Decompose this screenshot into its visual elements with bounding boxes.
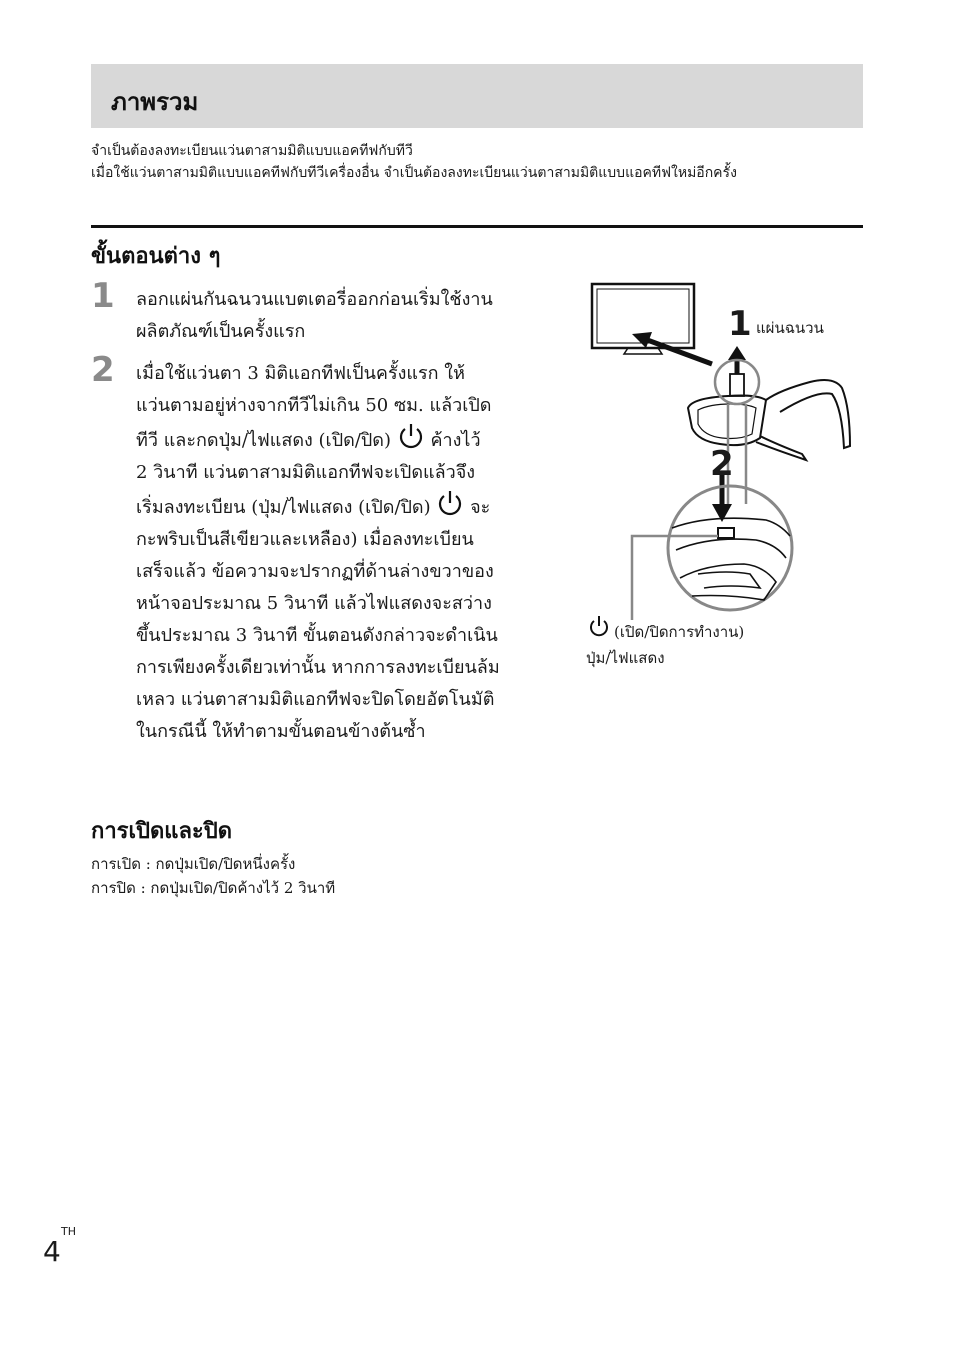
power-icon xyxy=(397,422,425,450)
turn-off-text: การปิด : กดปุ่มเปิด/ปิดค้างไว้ 2 วินาที xyxy=(91,879,336,897)
section-divider xyxy=(91,225,863,228)
turn-on-text: การเปิด : กดปุ่มเปิด/ปิดหนึ่งครั้ง xyxy=(91,855,296,873)
registration-illustration xyxy=(580,278,860,682)
step-2-line xyxy=(136,489,556,524)
step-2-line: กะพริบเป็นสีเขียวและเหลือง) เมื่อลงทะเบียน xyxy=(136,529,474,550)
step-2-line-part: เริ่มลงทะเบียน (ปุ่ม/ไฟแสดง (เปิด/ปิด) xyxy=(136,497,431,518)
page-title: ภาพรวม xyxy=(111,88,199,116)
intro-line-1: จำเป็นต้องลงทะเบียนแว่นตาสามมิติแบบแอคทีฟกับทีวี xyxy=(91,143,413,159)
step-2-text xyxy=(136,358,556,748)
step-2-line: 2 วินาที แว่นตาสามมิติแอกทีฟจะเปิดแล้วจึง xyxy=(136,462,476,483)
power-button-label: (เปิด/ปิดการทำงาน) xyxy=(614,623,745,641)
step-2-line: ขึ้นประมาณ 3 วินาที ขั้นตอนดังกล่าวจะดำเนิน xyxy=(136,625,498,646)
step-1-line: ลอกแผ่นกันฉนวนแบตเตอรี่ออกก่อนเริ่มใช้งาน xyxy=(136,289,493,310)
callout-1-number: 1 xyxy=(728,304,752,344)
language-code: TH xyxy=(61,1225,76,1238)
step-2-line: เสร็จแล้ว ข้อความจะปรากฏที่ด้านล่างขวาของ xyxy=(136,561,494,582)
step-2-line-part: ทีวี และกดปุ่ม/ไฟแสดง (เปิด/ปิด) xyxy=(136,430,392,451)
power-icon xyxy=(591,616,607,635)
page-number xyxy=(43,1225,76,1268)
step-2-line: เมื่อใช้แว่นตา 3 มิติแอกทีฟเป็นครั้งแรก ให้ xyxy=(136,363,465,384)
step-2-line xyxy=(136,422,556,457)
step-2-line: แว่นตามอยู่ห่างจากทีวีไม่เกิน 50 ซม. แล้วเปิด xyxy=(136,395,492,416)
callout-2-number: 2 xyxy=(710,444,734,484)
power-indicator-label: ปุ่ม/ไฟแสดง xyxy=(586,649,665,667)
step-1-line: ผลิตภัณฑ์เป็นครั้งแรก xyxy=(136,321,306,342)
onoff-heading: การเปิดและปิด xyxy=(91,819,232,844)
step-2-number: 2 xyxy=(91,350,115,390)
step-2-line-part: จะ xyxy=(470,497,491,518)
power-icon xyxy=(436,489,464,517)
intro-text xyxy=(91,140,871,184)
glasses-detail-icon xyxy=(672,518,790,600)
step-1-number: 1 xyxy=(91,276,115,316)
intro-line-2: เมื่อใช้แว่นตาสามมิติแบบแอคทีฟกับทีวีเครื่องอื่น จำเป็นต้องลงทะเบียนแว่นตาสามมิติแบบแอคทีฟใหม่อีกครั้ง xyxy=(91,165,737,181)
step-1-text xyxy=(136,284,556,348)
step-2-line: หน้าจอประมาณ 5 วินาที แล้วไฟแสดงจะสว่าง xyxy=(136,593,492,614)
steps-heading: ขั้นตอนต่าง ๆ xyxy=(91,244,221,269)
page-number-value: 4 xyxy=(43,1235,61,1268)
step-2-line: ในกรณีนี้ ให้ทำตามขั้นตอนข้างต้นซ้ำ xyxy=(136,721,426,742)
step-2-line: เหลว แว่นตาสามมิติแอกทีฟจะปิดโดยอัตโนมัติ xyxy=(136,689,495,710)
title-bar xyxy=(91,64,863,128)
onoff-text xyxy=(91,852,335,900)
step-2-line-part: ค้างไว้ xyxy=(430,430,481,451)
insulation-sheet-label: แผ่นฉนวน xyxy=(756,319,824,337)
step-2-line: การเพียงครั้งเดียวเท่านั้น หากการลงทะเบียนล้ม xyxy=(136,657,500,678)
